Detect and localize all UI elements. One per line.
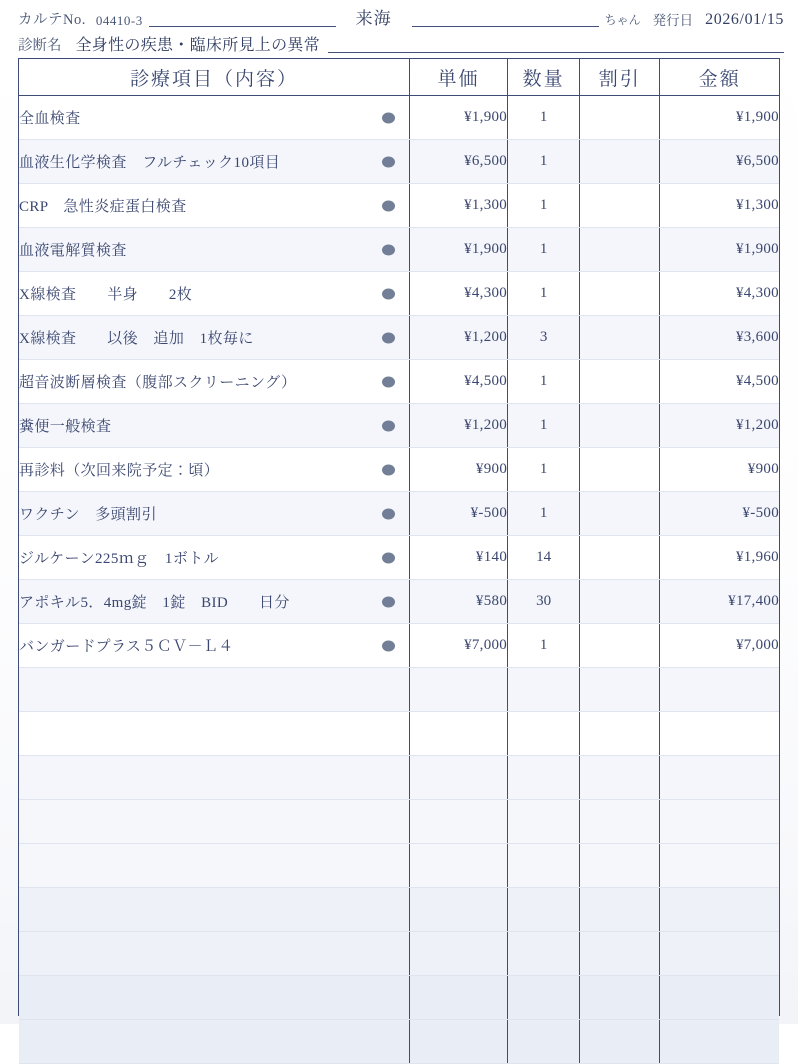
cell-item [19,272,410,316]
cell-empty [508,932,580,976]
item-label: 再診料（次回来院予定：頃） [19,463,220,479]
cell-amount: ¥1,900 [660,228,779,272]
cell-item [19,624,410,668]
cell-amount: ¥6,500 [660,140,779,184]
item-label: 血液電解質検査 [19,243,127,259]
cell-empty [660,712,779,756]
table-row-empty [19,712,779,756]
cell-discount [580,492,660,536]
table-row-empty [19,888,779,932]
cell-item [19,448,410,492]
cell-empty [410,712,508,756]
cell-amount: ¥900 [660,448,779,492]
table-row [19,580,779,624]
cell-empty [580,800,660,844]
cell-empty [508,756,580,800]
cell-unit-price: ¥7,000 [410,624,508,668]
cell-amount: ¥1,200 [660,404,779,448]
bullet-icon [382,552,395,563]
item-label: X線検査 半身 2枚 [19,287,193,303]
cell-empty [508,712,580,756]
column-header-discount: 割引 [580,59,660,96]
cell-empty [410,756,508,800]
cell-empty [19,712,410,756]
billing-table-body [19,96,779,1064]
cell-discount [580,228,660,272]
cell-empty [660,668,779,712]
cell-empty [580,932,660,976]
karte-no-value: 04410-3 [95,13,143,28]
cell-item [19,360,410,404]
cell-amount: ¥-500 [660,492,779,536]
cell-unit-price: ¥900 [410,448,508,492]
cell-empty [19,800,410,844]
cell-empty [660,888,779,932]
cell-item [19,492,410,536]
cell-item [19,96,410,140]
item-label: ジルケーン225ｍｇ 1ボトル [19,551,220,567]
cell-empty [410,668,508,712]
cell-amount: ¥3,600 [660,316,779,360]
cell-empty [410,1020,508,1064]
table-row-empty [19,932,779,976]
cell-empty [410,888,508,932]
table-row-empty [19,800,779,844]
bullet-icon [382,596,395,607]
table-header-row [19,59,779,96]
cell-discount [580,404,660,448]
item-label: ワクチン 多頭割引 [19,507,157,523]
cell-empty [580,844,660,888]
cell-discount [580,448,660,492]
table-row-empty [19,668,779,712]
cell-empty [660,932,779,976]
table-row-empty [19,1020,779,1064]
cell-unit-price: ¥1,200 [410,316,508,360]
cell-item [19,536,410,580]
bullet-icon [382,420,395,431]
item-label: 全血検査 [19,111,81,127]
issue-date-label: 発行日 [652,13,694,28]
cell-empty [660,800,779,844]
cell-quantity: 1 [508,140,580,184]
patient-name: 来海 [355,9,392,28]
table-row [19,184,779,228]
issue-date-value: 2026/01/15 [705,11,785,28]
cell-empty [580,888,660,932]
cell-quantity: 1 [508,360,580,404]
item-label: バンガードプラス５ＣＶ－Ｌ４ [19,639,234,655]
cell-item [19,580,410,624]
cell-item [19,228,410,272]
cell-unit-price: ¥140 [410,536,508,580]
column-header-quantity: 数量 [508,59,580,96]
cell-empty [660,844,779,888]
cell-empty [660,1020,779,1064]
table-row [19,316,779,360]
item-label: CRP 急性炎症蛋白検査 [19,199,187,215]
cell-empty [660,976,779,1020]
bullet-icon [382,332,395,343]
cell-discount [580,624,660,668]
cell-empty [660,756,779,800]
cell-amount: ¥7,000 [660,624,779,668]
cell-unit-price: ¥1,200 [410,404,508,448]
cell-item [19,140,410,184]
table-row [19,492,779,536]
table-row-empty [19,756,779,800]
cell-discount [580,580,660,624]
cell-discount [580,140,660,184]
cell-empty [508,976,580,1020]
cell-amount: ¥1,900 [660,96,779,140]
header-row-patient [18,4,784,30]
table-row [19,272,779,316]
bullet-icon [382,156,395,167]
cell-amount: ¥1,300 [660,184,779,228]
bullet-icon [382,508,395,519]
diagnosis-rule [328,51,784,53]
cell-amount: ¥4,500 [660,360,779,404]
cell-item [19,404,410,448]
table-row-empty [19,976,779,1020]
cell-discount [580,536,660,580]
cell-quantity: 14 [508,536,580,580]
cell-quantity: 1 [508,96,580,140]
cell-quantity: 30 [508,580,580,624]
cell-unit-price: ¥6,500 [410,140,508,184]
table-row [19,140,779,184]
header-row-diagnosis [18,30,784,56]
cell-discount [580,316,660,360]
cell-unit-price: ¥1,900 [410,228,508,272]
cell-amount: ¥4,300 [660,272,779,316]
bullet-icon [382,464,395,475]
cell-empty [19,756,410,800]
cell-quantity: 1 [508,448,580,492]
cell-empty [508,844,580,888]
karte-no-label: カルテNo. [18,12,86,28]
column-header-item: 診療項目（内容） [19,59,410,96]
column-header-amount: 金額 [660,59,779,96]
cell-amount: ¥1,960 [660,536,779,580]
bullet-icon [382,376,395,387]
cell-unit-price: ¥1,300 [410,184,508,228]
bullet-icon [382,640,395,651]
item-label: 糞便一般検査 [19,419,112,435]
item-label: 超音波断層検査（腹部スクリーニング） [19,375,297,391]
cell-empty [19,844,410,888]
table-row [19,624,779,668]
cell-empty [410,976,508,1020]
cell-item [19,316,410,360]
billing-table-wrapper [18,58,780,1016]
diagnosis-label: 診断名 [18,38,62,54]
bullet-icon [382,244,395,255]
diagnosis-value: 全身性の疾患・臨床所見上の異常 [75,37,321,54]
cell-discount [580,272,660,316]
cell-quantity: 1 [508,184,580,228]
table-row [19,96,779,140]
cell-quantity: 1 [508,404,580,448]
cell-empty [580,976,660,1020]
cell-empty [410,932,508,976]
cell-amount: ¥17,400 [660,580,779,624]
cell-unit-price: ¥4,300 [410,272,508,316]
cell-unit-price: ¥-500 [410,492,508,536]
cell-empty [580,1020,660,1064]
header-rule-left [149,25,336,27]
cell-empty [19,1020,410,1064]
cell-empty [410,844,508,888]
bullet-icon [382,200,395,211]
bullet-icon [382,288,395,299]
cell-discount [580,96,660,140]
table-row [19,228,779,272]
cell-discount [580,360,660,404]
item-label: 血液生化学検査 フルチェック10項目 [19,155,281,171]
cell-empty [580,712,660,756]
cell-empty [580,756,660,800]
cell-empty [19,976,410,1020]
cell-item [19,184,410,228]
document-header [0,0,798,58]
table-row [19,536,779,580]
cell-quantity: 1 [508,624,580,668]
cell-empty [580,668,660,712]
cell-quantity: 1 [508,272,580,316]
cell-empty [508,888,580,932]
cell-empty [19,932,410,976]
cell-empty [508,1020,580,1064]
table-row [19,404,779,448]
cell-empty [508,668,580,712]
table-row [19,360,779,404]
cell-discount [580,184,660,228]
cell-empty [410,800,508,844]
header-rule-right [412,25,599,27]
cell-quantity: 3 [508,316,580,360]
cell-quantity: 1 [508,228,580,272]
patient-name-suffix: ちゃん [604,13,641,27]
cell-unit-price: ¥1,900 [410,96,508,140]
cell-unit-price: ¥4,500 [410,360,508,404]
cell-empty [508,800,580,844]
cell-empty [19,888,410,932]
cell-unit-price: ¥580 [410,580,508,624]
column-header-price: 単価 [410,59,508,96]
billing-table [19,59,779,1064]
cell-empty [19,668,410,712]
item-label: アポキル5．4mg錠 1錠 BID 日分 [19,595,290,611]
table-row-empty [19,844,779,888]
table-row [19,448,779,492]
bullet-icon [382,112,395,123]
cell-quantity: 1 [508,492,580,536]
item-label: X線検査 以後 追加 1枚毎に [19,331,254,347]
